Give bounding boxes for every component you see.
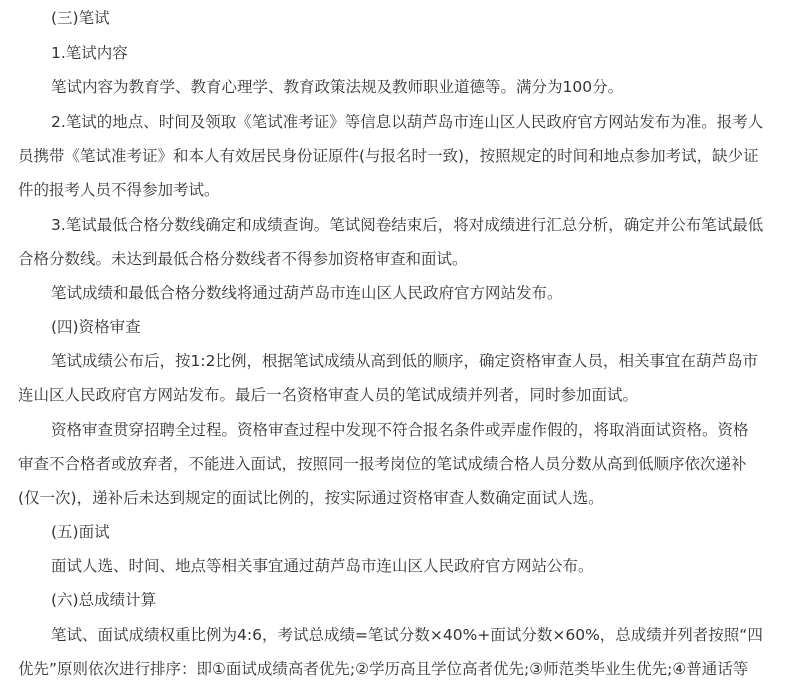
paragraph-line: 员携带《笔试准考证》和本人有效居民身份证原件(与报名时一致)，按照规定的时间和地点参加考试，缺少证 bbox=[18, 147, 759, 165]
paragraph-line: 2.笔试的地点、时间及领取《笔试准考证》等信息以葫芦岛市连山区人民政府官方网站发布为准。报考人 bbox=[51, 113, 764, 131]
paragraph-line: 资格审查贯穿招聘全过程。资格审查过程中发现不符合报名条件或弄虚作假的，将取消面试资格。资格 bbox=[51, 421, 749, 439]
paragraph-line: 笔试成绩和最低合格分数线将通过葫芦岛市连山区人民政府官方网站发布。 bbox=[51, 284, 563, 302]
section-heading-total-score: (六)总成绩计算 bbox=[51, 591, 157, 609]
paragraph-line: 笔试、面试成绩权重比例为4:6，考试总成绩=笔试分数×40%+面试分数×60%，总成绩并列者按照“四 bbox=[51, 626, 763, 644]
paragraph-line: (仅一次)，递补后未达到规定的面试比例的，按实际通过资格审查人数确定面试人选。 bbox=[18, 489, 604, 507]
subheading-exam-content: 1.笔试内容 bbox=[51, 44, 128, 62]
section-heading-written-exam: (三)笔试 bbox=[51, 9, 110, 27]
section-heading-interview: (五)面试 bbox=[51, 523, 110, 541]
paragraph-line: 件的报考人员不得参加考试。 bbox=[18, 181, 220, 199]
section-heading-qualification: (四)资格审查 bbox=[51, 318, 141, 336]
paragraph-line: 优先”原则依次进行排序：即①面试成绩高者优先;②学历高且学位高者优先;③师范类毕业生优先;④普通话等 bbox=[18, 660, 749, 678]
paragraph-line: 连山区人民政府官方网站发布。最后一名资格审查人员的笔试成绩并列者，同时参加面试。 bbox=[18, 386, 639, 404]
paragraph-line: 笔试内容为教育学、教育心理学、教育政策法规及教师职业道德等。满分为100分。 bbox=[51, 78, 624, 96]
paragraph-line: 合格分数线。未达到最低合格分数线者不得参加资格审查和面试。 bbox=[18, 250, 468, 268]
paragraph-line: 审查不合格者或放弃者，不能进入面试，按照同一报考岗位的笔试成绩合格人员分数从高到低顺序依次递补 bbox=[18, 455, 747, 473]
paragraph-line: 面试人选、时间、地点等相关事宜通过葫芦岛市连山区人民政府官方网站公布。 bbox=[51, 557, 594, 575]
paragraph-line: 3.笔试最低合格分数线确定和成绩查询。笔试阅卷结束后，将对成绩进行汇总分析，确定并公布笔试最低 bbox=[51, 216, 764, 234]
paragraph-line: 笔试成绩公布后，按1:2比例，根据笔试成绩从高到低的顺序，确定资格审查人员，相关事宜在葫芦岛市 bbox=[51, 352, 758, 370]
